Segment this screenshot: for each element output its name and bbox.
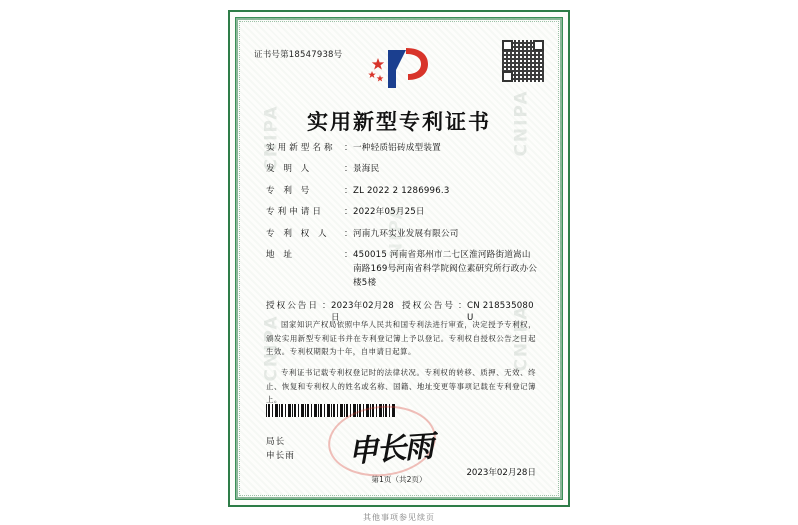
legal-paragraph: 国家知识产权局依照中华人民共和国专利法进行审查，决定授予专利权，颁发实用新型专利证书并在专利登记簿上予以登记。专利权自授权公告之日起生效。专利权期限为十年，自申请日起算。 <box>266 320 536 357</box>
field-colon: ： <box>344 207 353 218</box>
fields-block <box>266 142 538 333</box>
legal-paragraph: 专利证书记载专利权登记时的法律状况。专利权的转移、质押、无效、终止、恢复和专利权人的姓名或名称、国籍、地址变更等事项记载在专利登记簿上。 <box>266 368 536 405</box>
certificate-inner <box>235 17 563 500</box>
field-value: 2022年05月25日 <box>353 207 425 218</box>
page-title: 实用新型专利证书 <box>307 110 491 134</box>
field-row-patentee <box>266 228 538 240</box>
field-label: 授权公告号 <box>402 300 455 311</box>
legal-text-block <box>266 318 536 414</box>
watermark-text: CNIPA <box>261 314 282 382</box>
field-colon: ： <box>344 164 353 175</box>
director-name: 申长雨 <box>266 450 295 461</box>
field-label: 发 明 人 <box>266 164 313 175</box>
issue-date: 2023年02月28日 <box>466 468 536 478</box>
field-row-patent-number <box>266 185 538 197</box>
field-colon: ： <box>344 250 353 261</box>
field-label: 实用新型名称 <box>266 143 336 153</box>
field-colon: ： <box>344 143 353 153</box>
field-label: 授权公告日 <box>266 300 319 311</box>
field-row-name <box>266 142 538 154</box>
field-value: 450015 河南省郑州市二七区淮河路街道嵩山南路169号河南省科学院阀位素研究所行政办公楼5楼 <box>353 250 538 288</box>
director-label: 局长 <box>266 437 286 447</box>
field-colon: ： <box>322 300 331 311</box>
field-label: 地 址 <box>266 250 295 261</box>
field-row-inventor <box>266 163 538 175</box>
field-value: 2023年02月28日 <box>331 300 394 323</box>
watermark-text: CNIPA <box>511 304 532 372</box>
field-value: 一种轻质铝砖成型装置 <box>353 143 441 153</box>
field-value: ZL 2022 2 1286996.3 <box>353 185 450 196</box>
field-colon: ： <box>344 185 353 196</box>
field-row-application-date <box>266 206 538 218</box>
field-value: 景海民 <box>353 164 380 175</box>
field-colon: ： <box>344 228 353 239</box>
signature-labels <box>266 436 295 464</box>
watermark-text: CNIPA <box>261 104 282 172</box>
footnote: 其他事项参见续页 <box>363 513 435 522</box>
barcode-icon <box>266 404 396 417</box>
cnipa-logo-icon <box>366 44 432 92</box>
handwritten-signature: 申长雨 <box>347 429 434 470</box>
watermark-text: CNIPA <box>511 89 532 157</box>
watermark-text: CNIPA <box>386 204 407 272</box>
field-label: 专利申请日 <box>266 207 324 218</box>
certificate-frame <box>228 10 570 507</box>
field-value: CN 218535080 U <box>467 300 534 323</box>
field-colon: ： <box>458 300 467 311</box>
page-indicator: 第1页（共2页） <box>371 475 427 484</box>
certificate-number: 证书号第18547938号 <box>254 50 343 60</box>
field-row-address <box>266 249 538 290</box>
qr-code-icon <box>502 40 544 82</box>
field-label: 专 利 权 人 <box>266 228 330 239</box>
field-value: 河南九环实业发展有限公司 <box>353 228 459 239</box>
field-label: 专 利 号 <box>266 185 313 196</box>
